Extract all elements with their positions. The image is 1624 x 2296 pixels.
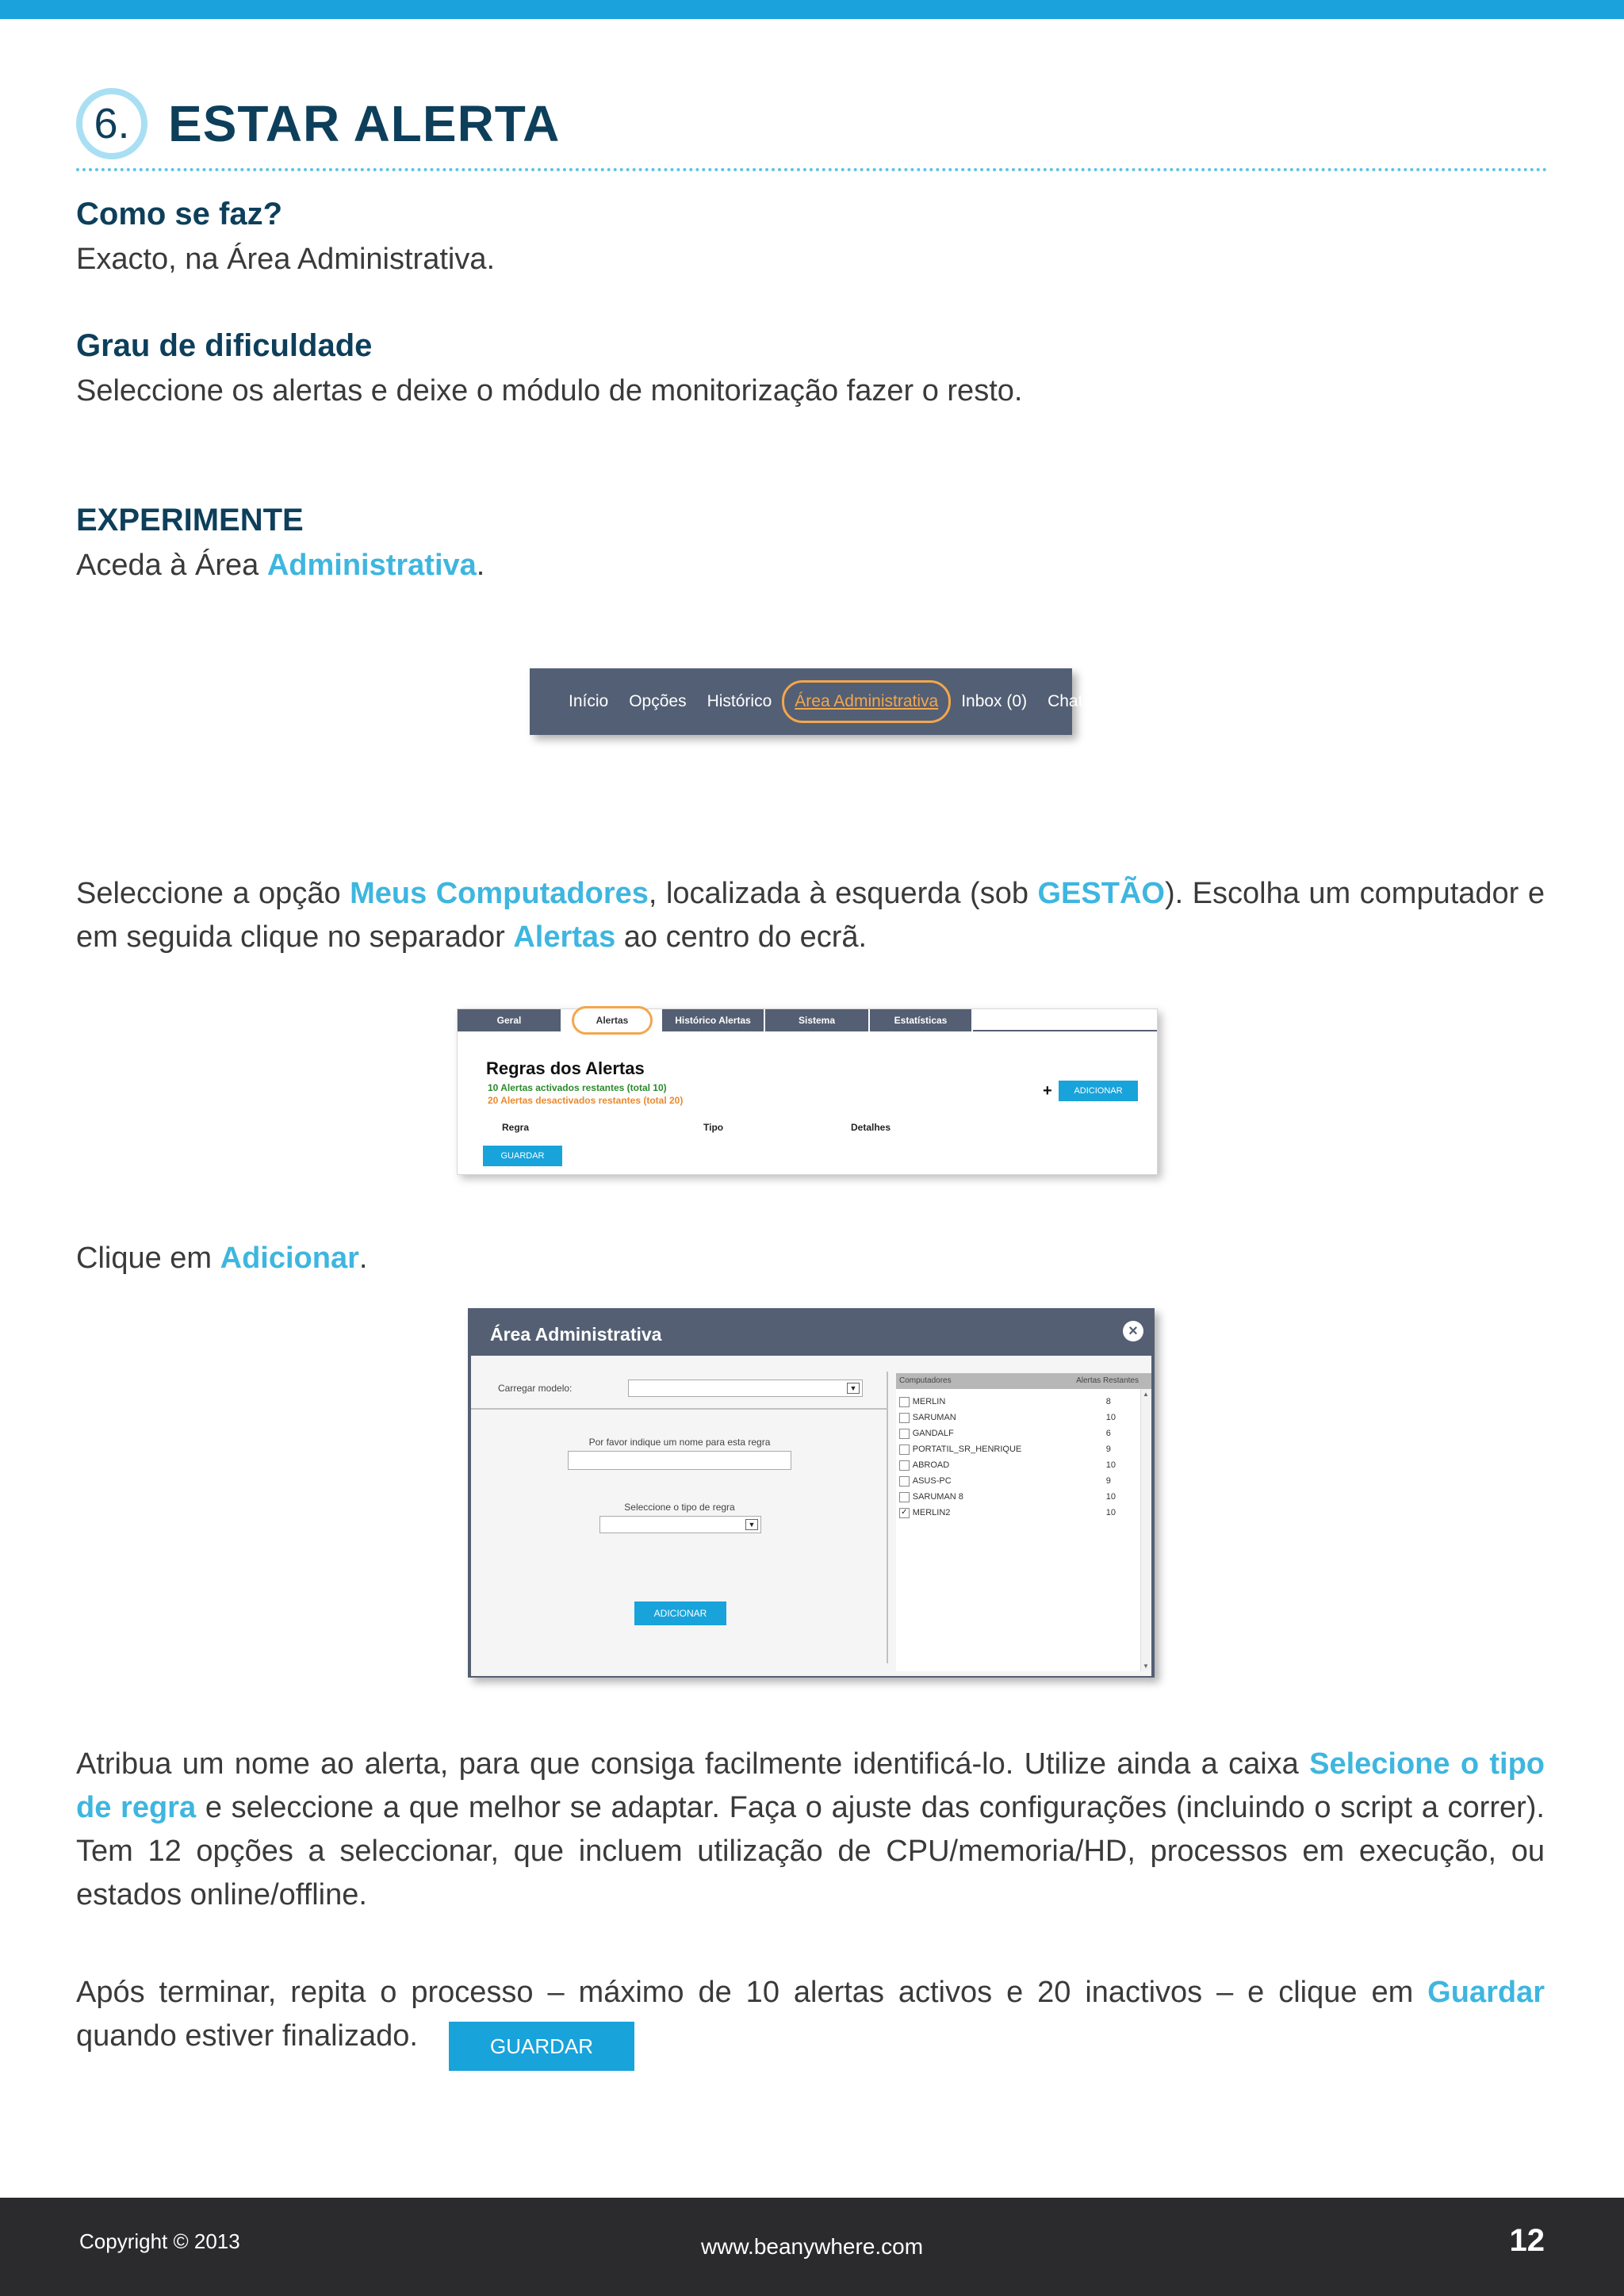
dialog-header <box>471 1311 1151 1356</box>
difficulty-text: Seleccione os alertas e deixe o módulo de monitorização fazer o resto. <box>76 374 1023 408</box>
tab-estatisticas[interactable]: Estatísticas <box>870 1009 971 1031</box>
load-model-label: Carregar modelo: <box>498 1383 573 1394</box>
column-regra: Regra <box>502 1122 530 1133</box>
remaining-header: Alertas Restantes <box>1076 1376 1139 1385</box>
name-alert-text: Atribua um nome ao alerta, para que consiga facilmente identificá-lo. Utilize ainda a caixa Selecione o tipo de regra e seleccione a que melhor se adaptar. Faça o ajuste das configurações (incluindo o script a correr). Tem 12 opções a seleccionar, que incluem utilização de CPU/memoria/HD, processos em execução, ou estados online/offline. <box>76 1747 1545 1911</box>
guardar-button[interactable]: GUARDAR <box>449 2022 634 2071</box>
scrollbar[interactable] <box>1140 1389 1151 1671</box>
checkbox[interactable] <box>899 1413 910 1423</box>
section-heading: ESTAR ALERTA <box>168 95 561 152</box>
checkbox[interactable] <box>899 1476 910 1487</box>
add-rule-button[interactable]: ADICIONAR <box>1059 1081 1138 1101</box>
list-item[interactable]: GANDALF 6 <box>899 1425 1129 1441</box>
list-item[interactable]: ✓ MERLIN2 10 <box>899 1505 1129 1521</box>
active-alerts-remaining: 10 Alertas activados restantes (total 10) <box>488 1082 667 1093</box>
column-detalhes: Detalhes <box>851 1122 891 1133</box>
computers-list-header <box>896 1373 1151 1389</box>
form-divider <box>471 1408 888 1410</box>
computers-header: Computadores <box>899 1376 952 1385</box>
nav-bar-screenshot <box>530 668 1083 735</box>
difficulty-heading: Grau de dificuldade <box>76 328 373 363</box>
nav-item-inicio[interactable]: Início <box>569 692 609 710</box>
alerts-tabs <box>458 1009 973 1031</box>
rules-title: Regras dos Alertas <box>486 1058 645 1078</box>
column-tipo: Tipo <box>703 1122 724 1133</box>
computers-list <box>896 1373 1151 1671</box>
list-item[interactable]: ABROAD 10 <box>899 1457 1129 1473</box>
nav-item-opcoes[interactable]: Opções <box>629 692 687 710</box>
nav-item-area-administrativa[interactable]: Área Administrativa <box>782 680 951 723</box>
checkbox[interactable] <box>899 1460 910 1471</box>
page-number: 12 <box>1509 2223 1545 2258</box>
chevron-down-icon[interactable]: ▼ <box>847 1383 860 1394</box>
checkbox[interactable] <box>899 1397 910 1407</box>
list-item[interactable]: MERLIN 8 <box>899 1394 1129 1410</box>
rule-name-input[interactable] <box>568 1451 791 1470</box>
scroll-down-icon[interactable]: ▼ <box>1143 1663 1149 1670</box>
list-item[interactable]: ASUS-PC 9 <box>899 1473 1129 1489</box>
alerts-panel-screenshot <box>457 1008 1158 1175</box>
tab-geral[interactable]: Geral <box>458 1009 561 1031</box>
nav-item-historico[interactable]: Histórico <box>707 692 772 710</box>
list-item[interactable]: PORTATIL_SR_HENRIQUE 9 <box>899 1441 1129 1457</box>
chevron-down-icon[interactable]: ▼ <box>745 1519 758 1530</box>
panel-divider <box>887 1372 888 1663</box>
scroll-up-icon[interactable]: ▲ <box>1143 1391 1149 1398</box>
footer <box>0 2198 1624 2296</box>
load-model-select[interactable] <box>628 1380 863 1397</box>
how-heading: Como se faz? <box>76 197 283 232</box>
copyright: Copyright © 2013 <box>79 2229 240 2253</box>
how-text: Exacto, na Área Administrativa. <box>76 243 496 276</box>
experiment-heading: EXPERIMENTE <box>76 503 304 538</box>
section-title <box>76 87 560 160</box>
tab-sistema[interactable]: Sistema <box>765 1009 868 1031</box>
experiment-text: Aceda à Área Administrativa. <box>76 549 485 582</box>
add-button[interactable]: ADICIONAR <box>634 1601 726 1625</box>
tabs-underline <box>973 1030 1157 1031</box>
select-computer-text: Seleccione a opção Meus Computadores, localizada à esquerda (sob GESTÃO). Escolha um computador e em seguida clique no separador Alertas ao centro do ecrã. <box>76 877 1545 954</box>
dialog-title: Área Administrativa <box>490 1324 662 1345</box>
close-icon[interactable]: × <box>1123 1321 1143 1341</box>
tab-historico-alertas[interactable]: Histórico Alertas <box>662 1009 764 1031</box>
checkbox-checked[interactable]: ✓ <box>899 1508 910 1518</box>
dotted-divider <box>76 168 1548 171</box>
nav-item-inbox[interactable]: Inbox (0) <box>961 692 1028 710</box>
admin-area-link: Administrativa <box>266 549 477 582</box>
admin-dialog-screenshot <box>468 1308 1155 1678</box>
checkbox[interactable] <box>899 1429 910 1439</box>
click-add-text: Clique em Adicionar. <box>76 1242 368 1275</box>
rule-type-label: Seleccione o tipo de regra <box>624 1502 735 1513</box>
save-rules-button[interactable]: GUARDAR <box>483 1146 562 1166</box>
inactive-alerts-remaining: 20 Alertas desactivados restantes (total 20) <box>488 1095 684 1106</box>
website-link[interactable]: www.beanywhere.com <box>700 2234 924 2259</box>
top-accent-bar <box>0 0 1624 19</box>
finish-text: Após terminar, repita o processo – máximo de 10 alertas activos e 20 inactivos – e clique em Guardar quando estiver finalizado. <box>76 1976 1545 2053</box>
list-item[interactable]: SARUMAN 10 <box>899 1410 1129 1425</box>
checkbox[interactable] <box>899 1445 910 1455</box>
checkbox[interactable] <box>899 1492 910 1502</box>
nav-item-chat[interactable]: Chat <box>1048 692 1083 710</box>
rule-name-prompt: Por favor indique um nome para esta regra <box>588 1437 771 1448</box>
tab-alertas[interactable]: Alertas <box>572 1006 653 1035</box>
list-item[interactable]: SARUMAN 8 10 <box>899 1489 1129 1505</box>
plus-icon[interactable]: + <box>1043 1082 1052 1100</box>
rule-type-select[interactable] <box>599 1516 761 1533</box>
section-number: 6. <box>76 88 147 159</box>
